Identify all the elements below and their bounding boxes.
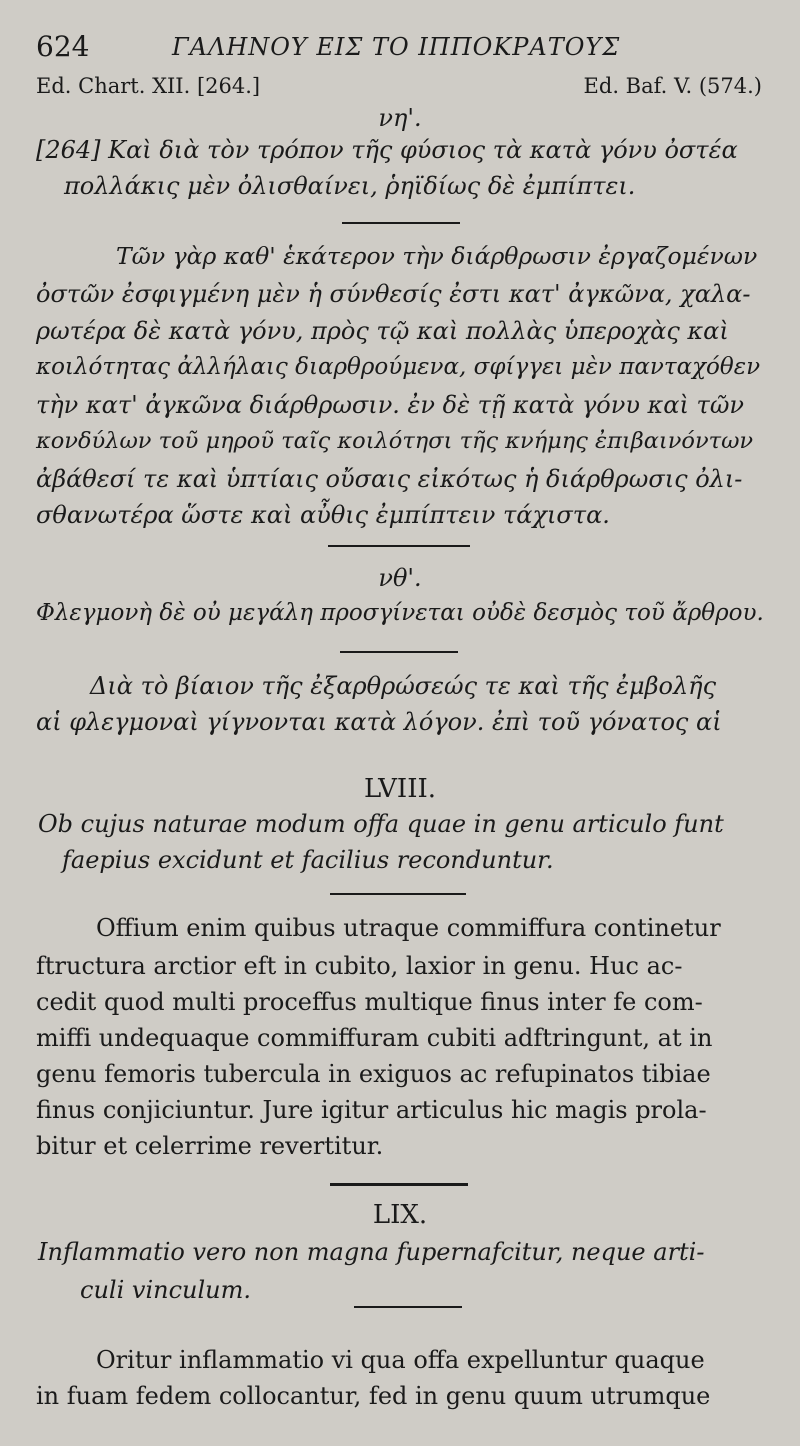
section-rule [354,1306,462,1308]
commentary-line: ἀβάθεσί τε καὶ ὑπτίαις οὔσαις εἰκότως ἡ διάρθρωσις ὀλι- [36,465,743,493]
commentary-line: αἱ φλεγμοναὶ γίγνονται κατὰ λόγον. ἐπὶ τοῦ γόνατος αἱ [36,708,722,736]
aphorism-line: faepius excidunt et facilius reconduntur. [62,846,554,874]
commentary-line: finus conjiciuntur. Jure igitur articulus hic magis prola- [36,1096,707,1124]
page-number: 624 [36,30,90,63]
commentary-line: ὀστῶν ἐσφιγμένη μὲν ἡ σύνθεσίς ἐστι κατ' ἀγκῶνα, χαλα- [36,280,751,308]
commentary-line: τὴν κατ' ἀγκῶνα διάρθρωσιν. ἐν δὲ τῇ κατὰ γόνυ καὶ τῶν [36,391,744,419]
commentary-line: cedit quod multi proceffus multique finus inter fe com- [36,988,703,1016]
aphorism-line: Inflammatio vero non magna fupernafcitur, neque arti- [38,1238,705,1266]
section-rule [330,893,466,895]
section-number-latin: LVIII. [363,774,437,804]
section-rule [340,651,458,653]
running-title: ΓΑΛΗΝΟΥ ΕΙΣ ΤΟ ΙΠΠΟΚΡΑΤΟΥΣ [172,33,621,61]
aphorism-line: culi vinculum. [80,1276,251,1304]
aphorism-line: [264] Καὶ διὰ τὸν τρόπον τῆς φύσιος τὰ κατὰ γόνυ ὀστέα [36,136,738,164]
section-rule [328,545,470,547]
commentary-line: Διὰ τὸ βίαιον τῆς ἐξαρθρώσεώς τε καὶ τῆς ἐμβολῆς [90,672,717,700]
section-number-greek: νθ'. [378,564,422,592]
commentary-line: Offium enim quibus utraque commiffura continetur [96,914,721,942]
commentary-line: ρωτέρα δὲ κατὰ γόνυ, πρὸς τῷ καὶ πολλὰς ὑπεροχὰς καὶ [36,317,729,345]
section-rule [342,222,460,224]
aphorism-line: πολλάκις μὲν ὀλισθαίνει, ῥηϊδίως δὲ ἐμπίπτει. [64,172,636,200]
commentary-line: κονδύλων τοῦ μηροῦ ταῖς κοιλότησι τῆς κνήμης ἐπιβαινόντων [36,428,754,454]
commentary-line: σθανωτέρα ὥστε καὶ αὖθις ἐμπίπτειν τάχιστα. [36,501,610,529]
section-number-latin: LIX. [372,1200,428,1230]
commentary-line: genu femoris tubercula in exiguos ac refupinatos tibiae [36,1060,711,1088]
edition-right: Ed. Baf. V. (574.) [583,74,762,98]
section-rule [330,1183,468,1186]
edition-left: Ed. Chart. XII. [264.] [36,74,261,98]
aphorism-line: Ob cujus naturae modum offa quae in genu articulo funt [38,810,724,838]
commentary-line: miffi undequaque commiffuram cubiti adftringunt, at in [36,1024,713,1052]
commentary-line: ftructura arctior eft in cubito, laxior in genu. Huc ac- [36,952,683,980]
commentary-line: in fuam fedem collocantur, fed in genu quum utrumque [36,1382,711,1410]
commentary-line: κοιλότητας ἀλλήλαις διαρθρούμενα, σφίγγει μὲν πανταχόθεν [36,354,761,380]
section-number-greek: νη'. [378,104,422,132]
commentary-line: Τῶν γὰρ καθ' ἑκάτερον τὴν διάρθρωσιν ἐργαζομένων [116,242,758,270]
commentary-line: Oritur inflammatio vi qua offa expelluntur quaque [96,1346,705,1374]
commentary-line: bitur et celerrime revertitur. [36,1132,384,1160]
aphorism-line: Φλεγμονὴ δὲ οὐ μεγάλη προσγίνεται οὐδὲ δεσμὸς τοῦ ἄρθρου. [36,600,764,626]
